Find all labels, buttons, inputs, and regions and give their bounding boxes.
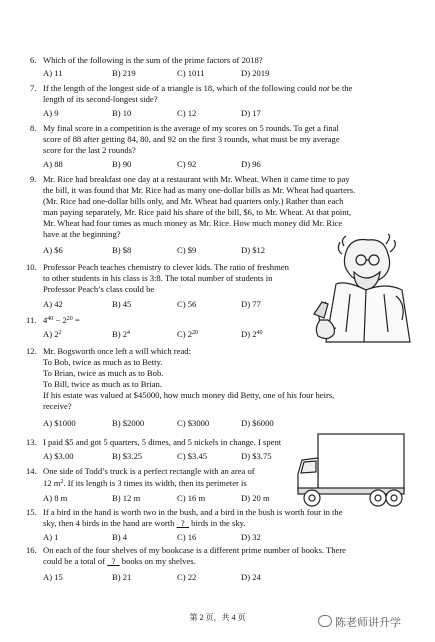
option-a: A) $3.00 [43, 451, 74, 461]
option-a: A) 88 [43, 159, 63, 169]
option-b: B) 21 [112, 572, 132, 582]
option-c: C) $9 [177, 245, 197, 255]
option-d: D) 96 [241, 159, 261, 169]
question-number: 13. [26, 437, 37, 447]
option-c: C) 12 [177, 108, 197, 118]
question-text: My final score in a competition is the average of my scores on 5 rounds. To get a final [43, 123, 339, 133]
option-c: C) 1011 [177, 68, 205, 78]
option-b: B) 4 [112, 532, 128, 542]
option-a: A) 9 [43, 108, 59, 118]
question-text: Which of the following is the sum of the prime factors of 2018? [43, 55, 263, 65]
option-c: C) 56 [177, 299, 197, 309]
question-text: 12 $m^2$. If its length is 3 times its width, then its perimeter is [43, 478, 247, 488]
question-number: 9. [30, 174, 37, 184]
question-text: I paid $5 and got 5 quarters, 5 dimes, and 5 nickels in change. I spent [43, 437, 282, 447]
question-text: One side of Todd’s truck is a perfect rectangle with an area of [43, 466, 255, 476]
question-text: Mr. Bogsworth once left a will which read: [43, 346, 191, 356]
question-text: score of 88 after getting 84, 80, and 92 on the first 3 rounds, what must be my average [43, 134, 340, 144]
question-text: man paying separately, Mr. Rice paid his share of the bill, $6, to Mr. Wheat. At that point, [43, 207, 352, 217]
question-text: If his estate was valued at $45000, how much money did Betty, one of his four heirs, [43, 390, 335, 400]
watermark [318, 614, 401, 630]
option-d: D) 77 [241, 299, 261, 309]
option-d: D) 32 [241, 532, 261, 542]
question-text: Professor Peach teaches chemistry to clever kids. The ratio of freshmen [43, 262, 289, 272]
option-b: B) $2^4$ [112, 329, 131, 339]
option-d: D) $6000 [241, 418, 274, 428]
italic-word: not [318, 83, 330, 93]
question-text: Mr. Wheat had four times as much money as Mr. Rice. How much money did Mr. Rice [43, 218, 343, 228]
option-a: A) $1000 [43, 418, 76, 428]
option-b: B) 219 [112, 68, 136, 78]
option-b: B) $8 [112, 245, 132, 255]
option-d: D) 24 [241, 572, 261, 582]
option-b: B) 45 [112, 299, 132, 309]
option-d: D) $3.75 [241, 451, 272, 461]
question-number: 7. [30, 83, 37, 93]
option-b: B) $2000 [112, 418, 145, 428]
option-a: A) 1 [43, 532, 59, 542]
wechat-watermark-icon [318, 615, 332, 627]
option-a: A) 15 [43, 572, 63, 582]
question-text: (Mr. Rice had one-dollar bills only, and Mr. Wheat had quarters only.) Rather than each [43, 196, 344, 206]
question-text: could be a total of ? books on my shelves. [43, 556, 196, 566]
question-text: Professor Peach’s class could be [43, 284, 155, 294]
page-footer: 第 2 页，共 4 页 [189, 613, 246, 622]
option-b: B) $3.25 [112, 451, 143, 461]
option-d: D) $12 [241, 245, 266, 255]
option-d: D) $2^{40}$ [241, 329, 263, 339]
option-d: D) 17 [241, 108, 261, 118]
option-a: A) 8 m [43, 493, 68, 503]
question-text: To Bill, twice as much as to Brian. [43, 379, 162, 389]
question-text: to other students in his class is 3:8. The total number of students in [43, 273, 273, 283]
option-c: C) $3.45 [177, 451, 208, 461]
question-text-tail: be the [331, 83, 353, 93]
question-text: If the length of the longest side of a triangle is 18, which of the following could [43, 83, 317, 93]
option-a: A) 11 [43, 68, 63, 78]
watermark-text: 陈老师讲升学 [335, 616, 401, 629]
option-a: A) $2^2$ [43, 329, 62, 339]
option-c: C) $3000 [177, 418, 210, 428]
question-text: sky, then 4 birds in the hand are worth ? birds in the sky. [43, 518, 246, 528]
question-text: have at the beginning? [43, 229, 121, 239]
option-c: C) 16 [177, 532, 197, 542]
option-a: A) 42 [43, 299, 63, 309]
question-text: On each of the four shelves of my bookcase is a different prime number of books. There [43, 545, 346, 555]
option-b: B) 12 m [112, 493, 141, 503]
option-b: B) 90 [112, 159, 132, 169]
question-number: 15. [26, 507, 37, 517]
question-text: If a bird in the hand is worth two in the bush, and a bird in the bush is worth four in the [43, 507, 343, 517]
option-b: B) 10 [112, 108, 132, 118]
question-text: To Brian, twice as much as to Bob. [43, 368, 164, 378]
question-number: 12. [26, 346, 37, 356]
question-number: 8. [30, 123, 37, 133]
option-c: C) $2^{20}$ [177, 329, 199, 339]
question-number: 11. [26, 315, 37, 325]
option-c: C) 92 [177, 159, 197, 169]
question-text: To Bob, twice as much as to Betty. [43, 357, 163, 367]
question-text: score for the last 2 rounds? [43, 145, 136, 155]
question-text: receive? [43, 401, 72, 411]
question-number: 16. [26, 545, 37, 555]
question-text: length of its second-longest side? [43, 94, 158, 104]
option-c: C) 22 [177, 572, 197, 582]
option-d: D) 20 m [241, 493, 270, 503]
option-a: A) $6 [43, 245, 63, 255]
question-text: the bill, it was found that Mr. Rice had as many one-dollar bills as Mr. Wheat had quarters. [43, 185, 356, 195]
question-number: 6. [30, 55, 37, 65]
option-c: C) 16 m [177, 493, 206, 503]
question-number: 10. [26, 262, 37, 272]
option-d: D) 2019 [241, 68, 270, 78]
question-number: 14. [26, 466, 37, 476]
truck-illustration [296, 430, 408, 508]
question-text: Mr. Rice had breakfast one day at a restaurant with Mr. Wheat. When it came time to pay [43, 174, 350, 184]
scientist-illustration [306, 232, 416, 344]
expression: $4^{40} - 2^{20}$ = [43, 315, 80, 325]
